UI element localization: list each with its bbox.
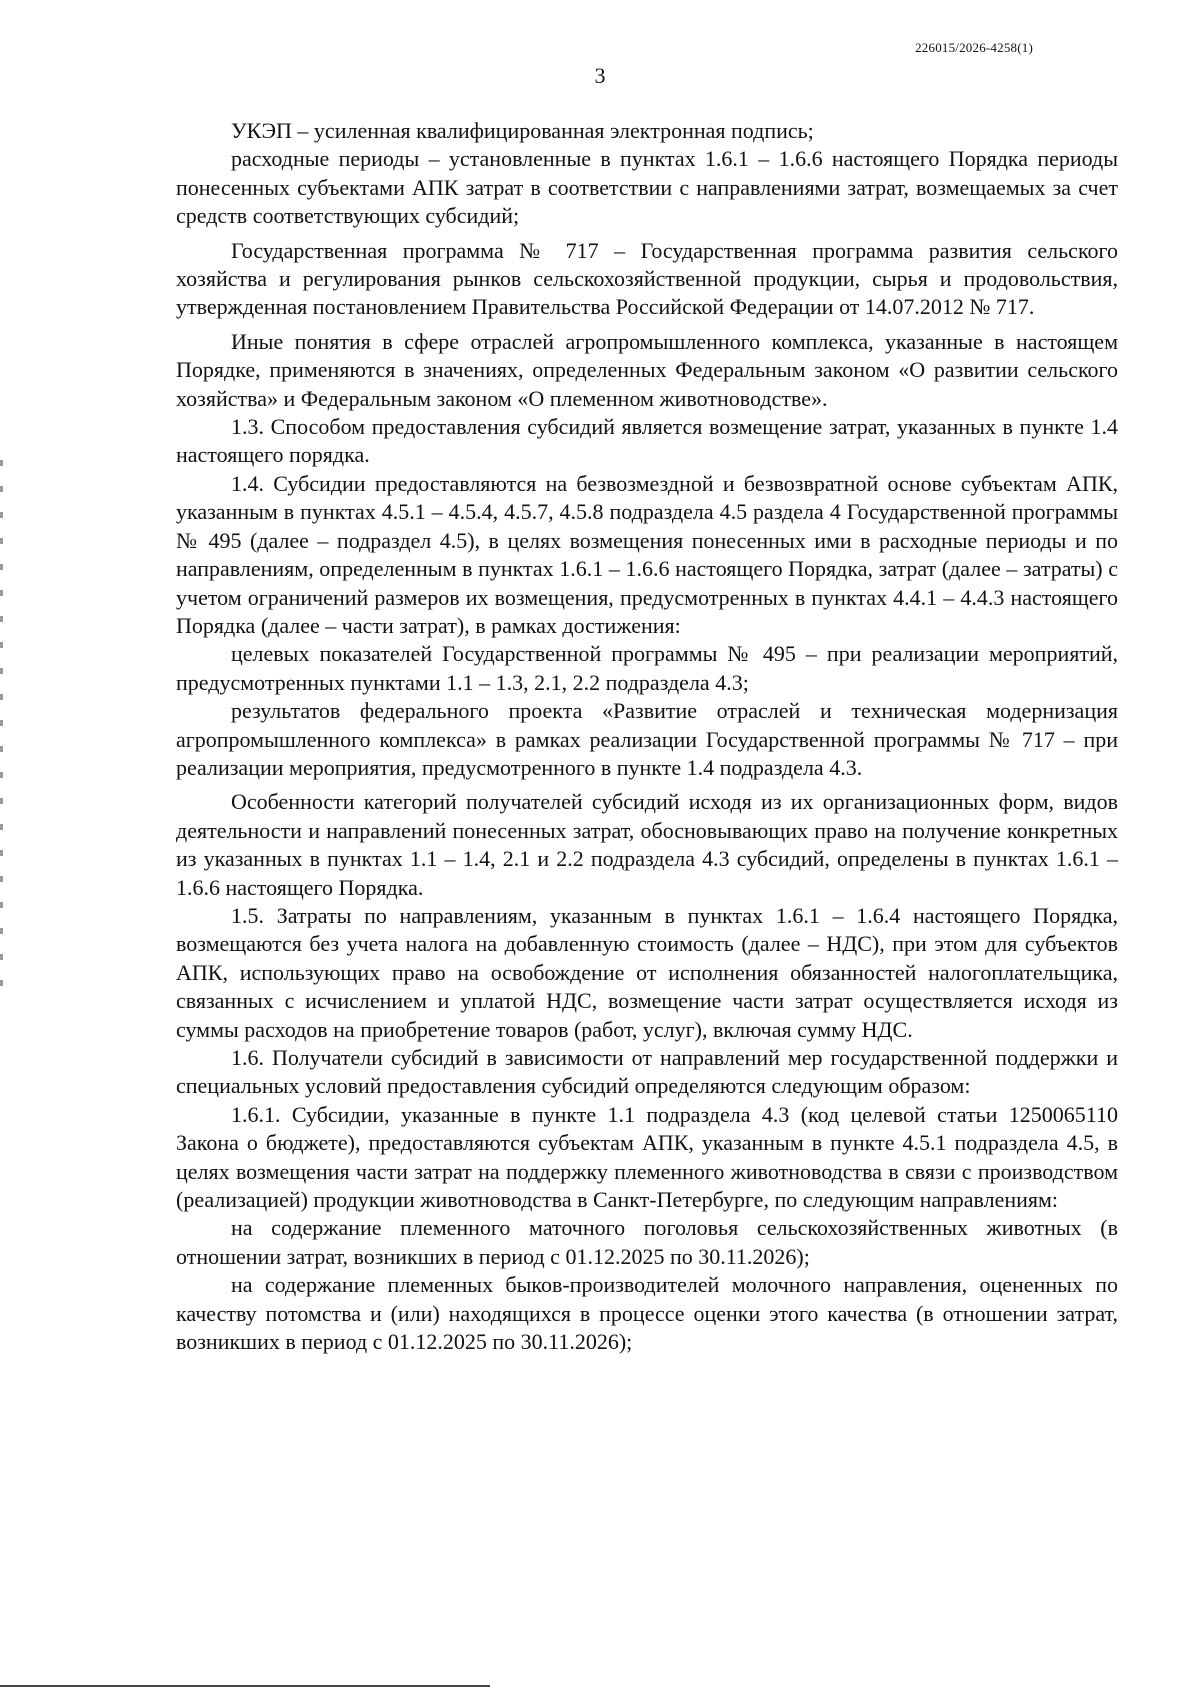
paragraph-state-program-717: Государственная программа № 717 – Государственная программа развития сельского хозяйства и регулирования рынков сельскохозяйственной продукции, сырья и продовольствия, утвержденная постановлением Правительства Российской Федерации от 14.07.2012 № 717. <box>176 237 1118 320</box>
paragraph-1-4: 1.4. Субсидии предоставляются на безвозмездной и безвозвратной основе субъектам АПК, указанным в пунктах 4.5.1 – 4.5.4, 4.5.7, 4.5.8 подраздела 4.5 раздела 4 Государственной программы № 495 (далее – подраздел 4.5), в целях возмещения понесенных ими в расходные периоды и по направлениям, определенным в пунктах 1.6.1 – 1.6.6 настоящего Порядка, затрат (далее – затраты) с учетом ограничений размеров их возмещения, предусмотренных в пунктах 4.4.1 – 4.4.3 настоящего Порядка (далее – части затрат), в рамках достижения: <box>176 470 1118 638</box>
paragraph-1-3: 1.3. Способом предоставления субсидий является возмещение затрат, указанных в пункте 1.4 настоящего порядка. <box>176 414 1118 468</box>
paragraph-other-terms: Иные понятия в сфере отраслей агропромышленного комплекса, указанные в настоящем Порядке, применяются в значениях, определенных Федеральным законом «О развитии сельского хозяйства» и Федеральным законом «О племенном животноводстве». <box>176 328 1118 411</box>
paragraph-breeding-stock: на содержание племенного маточного поголовья сельскохозяйственных животных (в отношении затрат, возникших в период с 01.12.2025 по 30.11.2026); <box>176 1215 1118 1269</box>
paragraph-federal-project-results: результатов федерального проекта «Развитие отраслей и техническая модернизация агропромышленного комплекса» в рамках реализации Государственной программы № 717 – при реализации мероприятия, предусмотренного в пункте 1.4 подраздела 4.3. <box>176 698 1118 780</box>
paragraph-recipient-categories: Особенности категорий получателей субсидий исходя из их организационных форм, видов деятельности и направлений понесенных затрат, обосновывающих право на получение конкретных из указанных в пунктах 1.1 – 1.4, 2.1 и 2.2 подраздела 4.3 субсидий, определены в пунктах 1.6.1 – 1.6.6 настоящего Порядка. <box>176 789 1118 900</box>
scan-edge-marks <box>0 460 3 1000</box>
paragraph-1-6-1: 1.6.1. Субсидии, указанные в пункте 1.1 подраздела 4.3 (код целевой статьи 1250065110 Закона о бюджете), предоставляются субъектам АПК, указанным в пункте 4.5.1 подраздела 4.5, в целях возмещения части затрат на поддержку племенного животноводства в связи с производством (реализацией) продукции животноводства в Санкт-Петербурге, по следующим направлениям: <box>176 1101 1118 1213</box>
document-registration-number: 226015/2026-4258(1) <box>915 40 1033 55</box>
page-number: 3 <box>594 63 606 88</box>
paragraph-expense-periods: расходные периоды – установленные в пунктах 1.6.1 – 1.6.6 настоящего Порядка периоды понесенных субъектами АПК затрат в соответствии с направлениями затрат, возмещаемых за счет средств соответствующих субсидий; <box>176 146 1118 229</box>
paragraph-1-5: 1.5. Затраты по направлениям, указанным в пунктах 1.6.1 – 1.6.4 настоящего Порядка, возмещаются без учета налога на добавленную стоимость (далее – НДС), при этом для субъектов АПК, использующих право на освобождение от исполнения обязанностей налогоплательщика, связанных с исчислением и уплатой НДС, возмещение части затрат осуществляется исходя из суммы расходов на приобретение товаров (работ, услуг), включая сумму НДС. <box>176 902 1118 1042</box>
paragraph-ukep: УКЭП – усиленная квалифицированная электронная подпись; <box>231 118 814 143</box>
paragraph-breeding-bulls: на содержание племенных быков-производителей молочного направления, оцененных по качеству потомства и (или) находящихся в процессе оценки этого качества (в отношении затрат, возникших в период с 01.12.2025 по 30.11.2026); <box>176 1272 1118 1355</box>
document-body <box>176 117 1118 1356</box>
paragraph-target-indicators: целевых показателей Государственной программы № 495 – при реализации мероприятий, предусмотренных пунктами 1.1 – 1.3, 2.1, 2.2 подраздела 4.3; <box>176 641 1118 695</box>
scan-bottom-rule <box>0 1685 490 1687</box>
paragraph-1-6: 1.6. Получатели субсидий в зависимости от направлений мер государственной поддержки и специальных условий предоставления субсидий определяются следующим образом: <box>176 1045 1118 1099</box>
